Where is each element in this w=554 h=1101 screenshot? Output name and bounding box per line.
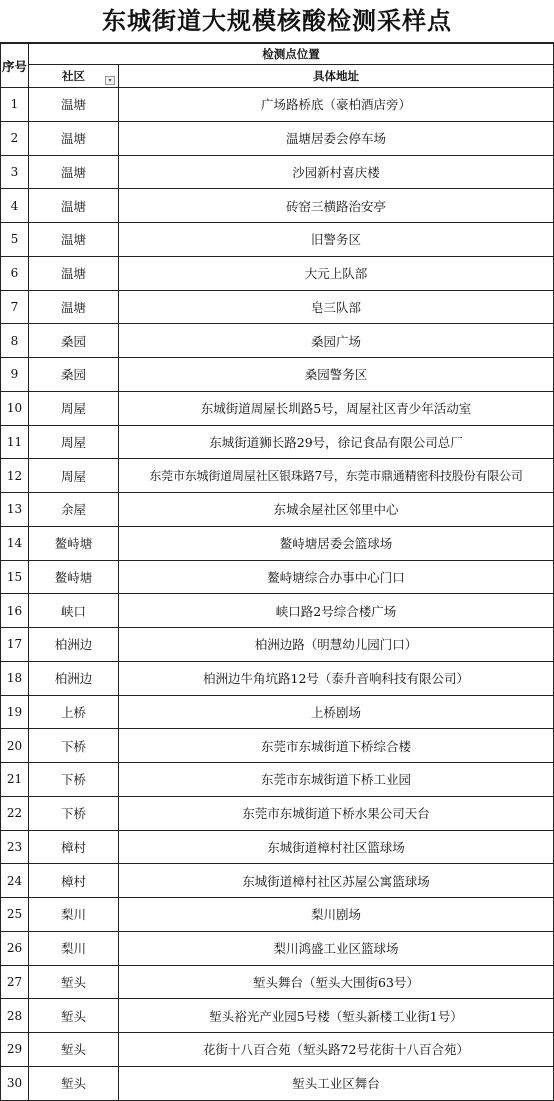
community-cell: 下桥	[29, 763, 119, 797]
community-cell: 堑头	[29, 999, 119, 1033]
table-row	[1, 763, 554, 797]
community-cell: 梨川	[29, 898, 119, 932]
address-cell: 桑园广场	[119, 324, 554, 358]
community-cell: 温塘	[29, 121, 119, 155]
row-number-cell: 16	[1, 594, 29, 628]
table-row	[1, 999, 554, 1033]
row-number-cell: 26	[1, 931, 29, 965]
address-cell: 堑头裕光产业园5号楼（堑头新楼工业街1号）	[119, 999, 554, 1033]
table-row	[1, 290, 554, 324]
row-number-cell: 22	[1, 796, 29, 830]
row-number-cell: 7	[1, 290, 29, 324]
community-cell: 周屋	[29, 391, 119, 425]
community-cell: 柏洲边	[29, 661, 119, 695]
address-cell: 鳌峙塘居委会篮球场	[119, 526, 554, 560]
community-cell: 樟村	[29, 830, 119, 864]
community-cell: 堑头	[29, 965, 119, 999]
dropdown-filter-icon[interactable]: ▾	[105, 76, 115, 85]
row-number-cell: 21	[1, 763, 29, 797]
community-cell: 上桥	[29, 695, 119, 729]
community-cell: 温塘	[29, 155, 119, 189]
community-cell: 鳌峙塘	[29, 560, 119, 594]
community-cell: 桑园	[29, 358, 119, 392]
address-cell: 东城余屋社区邻里中心	[119, 493, 554, 527]
table-row	[1, 526, 554, 560]
table-row	[1, 628, 554, 662]
address-cell: 东城街道樟村社区篮球场	[119, 830, 554, 864]
row-number-cell: 5	[1, 223, 29, 257]
table-row	[1, 358, 554, 392]
address-cell: 沙园新村喜庆楼	[119, 155, 554, 189]
row-number-cell: 3	[1, 155, 29, 189]
community-cell: 峡口	[29, 594, 119, 628]
row-number-cell: 13	[1, 493, 29, 527]
table-row	[1, 256, 554, 290]
community-cell: 温塘	[29, 88, 119, 122]
table-row	[1, 965, 554, 999]
header-community	[29, 65, 119, 88]
address-cell: 梨川剧场	[119, 898, 554, 932]
table-row	[1, 560, 554, 594]
community-cell: 周屋	[29, 459, 119, 493]
table-row	[1, 121, 554, 155]
row-number-cell: 9	[1, 358, 29, 392]
community-cell: 温塘	[29, 256, 119, 290]
address-cell: 鳌峙塘综合办事中心门口	[119, 560, 554, 594]
community-cell: 温塘	[29, 290, 119, 324]
row-number-cell: 19	[1, 695, 29, 729]
row-number-cell: 6	[1, 256, 29, 290]
address-cell: 皂三队部	[119, 290, 554, 324]
table-row	[1, 830, 554, 864]
community-cell: 堑头	[29, 1033, 119, 1067]
address-cell: 砖窑三横路治安亭	[119, 189, 554, 223]
table-row	[1, 729, 554, 763]
address-cell: 东莞市东城街道下桥工业园	[119, 763, 554, 797]
address-cell: 东城街道狮长路29号，徐记食品有限公司总厂	[119, 425, 554, 459]
table-row	[1, 594, 554, 628]
header-address: 具体地址	[119, 65, 554, 88]
address-cell: 大元上队部	[119, 256, 554, 290]
community-cell: 下桥	[29, 796, 119, 830]
address-cell: 东城街道周屋长圳路5号，周屋社区青少年活动室	[119, 391, 554, 425]
table-row	[1, 864, 554, 898]
table-row	[1, 189, 554, 223]
address-cell: 东莞市东城街道下桥综合楼	[119, 729, 554, 763]
community-cell: 樟村	[29, 864, 119, 898]
table-row	[1, 1033, 554, 1067]
community-cell: 鳌峙塘	[29, 526, 119, 560]
address-cell: 桑园警务区	[119, 358, 554, 392]
page-title: 东城街道大规模核酸检测采样点	[0, 0, 554, 43]
table-row	[1, 695, 554, 729]
row-number-cell: 18	[1, 661, 29, 695]
address-cell: 东城街道樟村社区苏屋公寓篮球场	[119, 864, 554, 898]
row-number-cell: 24	[1, 864, 29, 898]
community-cell: 桑园	[29, 324, 119, 358]
row-number-cell: 11	[1, 425, 29, 459]
community-cell: 余屋	[29, 493, 119, 527]
row-number-cell: 15	[1, 560, 29, 594]
address-cell: 广场路桥底（豪柏酒店旁）	[119, 88, 554, 122]
row-number-cell: 17	[1, 628, 29, 662]
table-row	[1, 391, 554, 425]
row-number-cell: 27	[1, 965, 29, 999]
community-cell: 柏洲边	[29, 628, 119, 662]
address-cell: 堑头舞台（堑头大围街63号）	[119, 965, 554, 999]
row-number-cell: 1	[1, 88, 29, 122]
row-number-cell: 4	[1, 189, 29, 223]
community-cell: 温塘	[29, 223, 119, 257]
row-number-cell: 20	[1, 729, 29, 763]
row-number-cell: 2	[1, 121, 29, 155]
table-row	[1, 493, 554, 527]
table-row	[1, 459, 554, 493]
community-cell: 下桥	[29, 729, 119, 763]
table-row	[1, 324, 554, 358]
row-number-cell: 28	[1, 999, 29, 1033]
address-cell: 柏洲边路（明慧幼儿园门口）	[119, 628, 554, 662]
address-cell: 东莞市东城街道下桥水果公司天台	[119, 796, 554, 830]
row-number-cell: 14	[1, 526, 29, 560]
community-cell: 堑头	[29, 1066, 119, 1100]
row-number-cell: 29	[1, 1033, 29, 1067]
table-row	[1, 1066, 554, 1100]
address-cell: 上桥剧场	[119, 695, 554, 729]
table-row	[1, 661, 554, 695]
table-row	[1, 898, 554, 932]
row-number-cell: 30	[1, 1066, 29, 1100]
header-location-group: 检测点位置	[29, 44, 554, 65]
table-row	[1, 223, 554, 257]
row-number-cell: 8	[1, 324, 29, 358]
row-number-cell: 10	[1, 391, 29, 425]
header-community-label: 社区	[62, 69, 85, 83]
community-cell: 梨川	[29, 931, 119, 965]
table-row	[1, 155, 554, 189]
address-cell: 旧警务区	[119, 223, 554, 257]
address-cell: 温塘居委会停车场	[119, 121, 554, 155]
table-row	[1, 931, 554, 965]
table-row	[1, 796, 554, 830]
community-cell: 周屋	[29, 425, 119, 459]
address-cell: 柏洲边牛角坑路12号（泰升音响科技有限公司）	[119, 661, 554, 695]
row-number-cell: 23	[1, 830, 29, 864]
address-cell: 东莞市东城街道周屋社区银珠路7号，东莞市鼎通精密科技股份有限公司	[119, 459, 554, 493]
sampling-sites-table	[0, 43, 554, 1101]
address-cell: 峡口路2号综合楼广场	[119, 594, 554, 628]
community-cell: 温塘	[29, 189, 119, 223]
row-number-cell: 12	[1, 459, 29, 493]
row-number-cell: 25	[1, 898, 29, 932]
header-seq: 序号	[1, 44, 29, 88]
address-cell: 花街十八百合苑（堑头路72号花街十八百合苑）	[119, 1033, 554, 1067]
table-row	[1, 425, 554, 459]
address-cell: 梨川鸿盛工业区篮球场	[119, 931, 554, 965]
table-row	[1, 88, 554, 122]
address-cell: 堑头工业区舞台	[119, 1066, 554, 1100]
